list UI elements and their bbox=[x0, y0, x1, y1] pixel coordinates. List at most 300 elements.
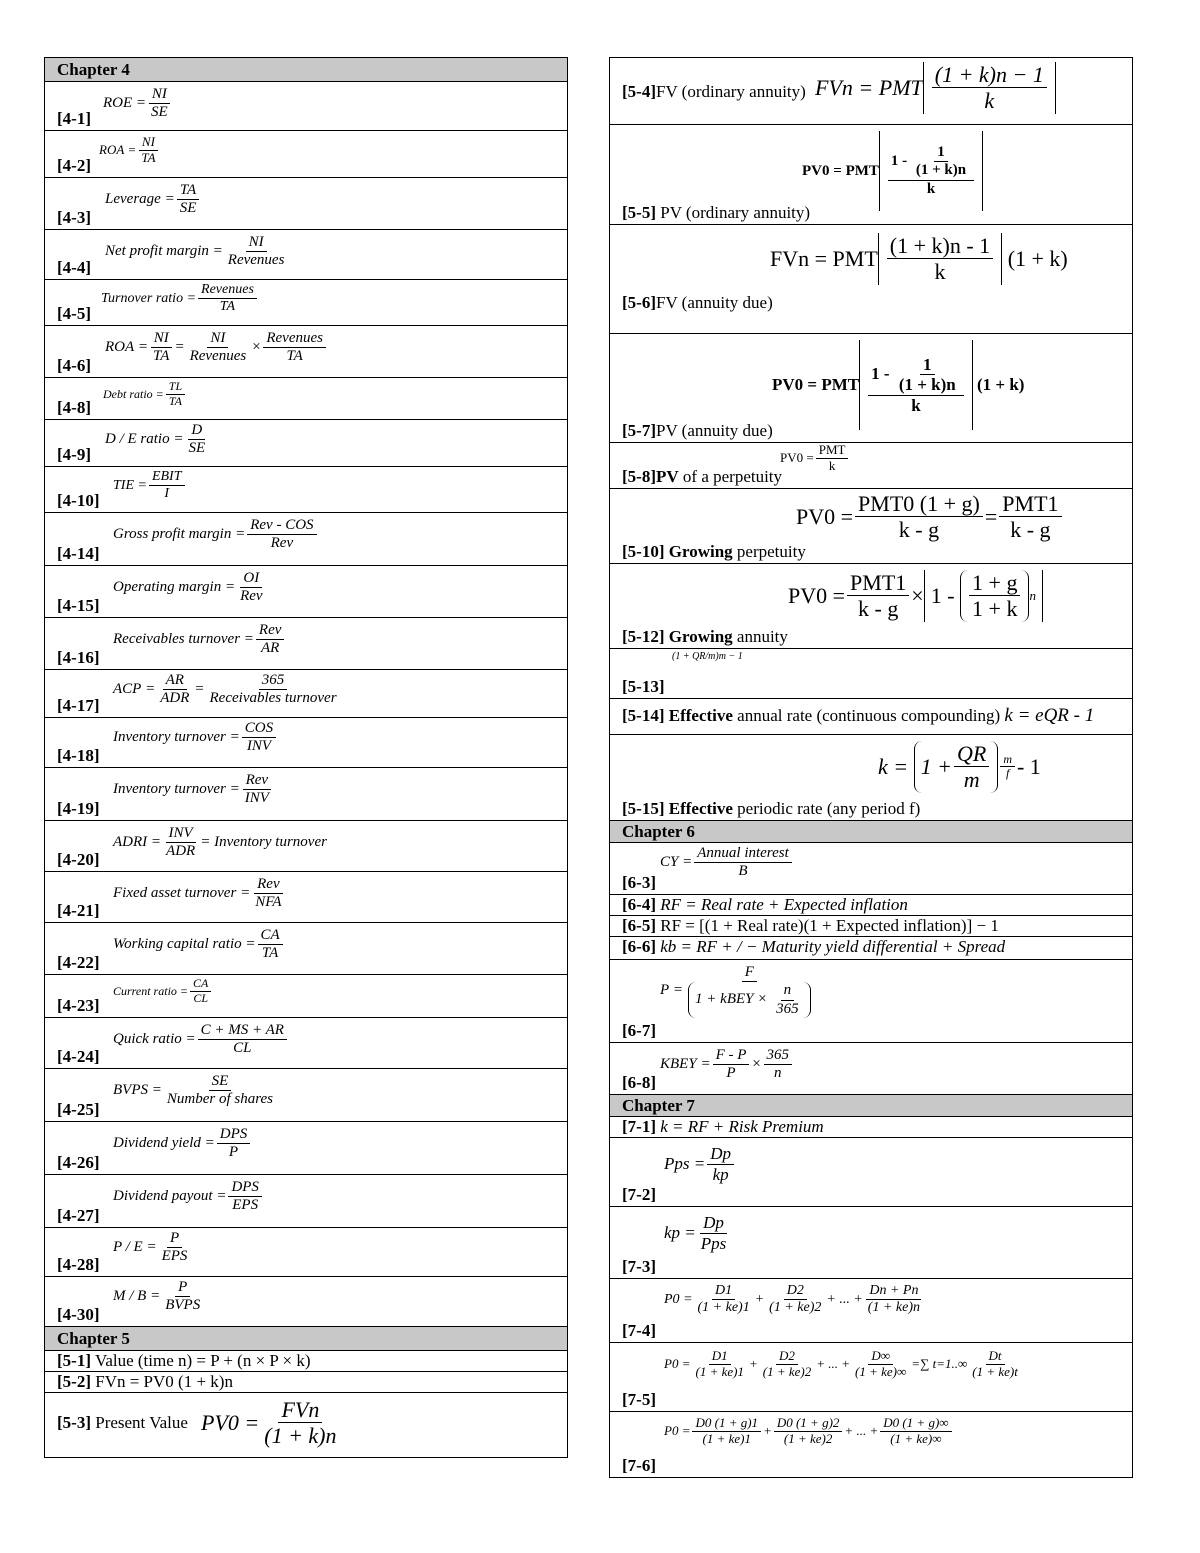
formula-tag: [4-18] bbox=[57, 746, 100, 765]
formula-lhs: Receivables turnover bbox=[113, 631, 241, 648]
formula-lhs: Operating margin bbox=[113, 579, 222, 596]
formula-tag: [4-24] bbox=[57, 1047, 100, 1066]
formula-lhs: P bbox=[660, 982, 670, 999]
formula-tail: - 1 bbox=[1016, 753, 1041, 779]
numerator: 365 bbox=[259, 672, 288, 690]
formula-lead: Effective bbox=[668, 706, 733, 725]
formula-lhs: M / B bbox=[113, 1288, 147, 1305]
formula-row bbox=[45, 1228, 567, 1277]
formula-row bbox=[45, 566, 567, 618]
denominator: INV bbox=[244, 790, 269, 807]
formula-row bbox=[45, 768, 567, 821]
formula-row bbox=[45, 230, 567, 280]
formula-tag: [6-7] bbox=[622, 1021, 656, 1040]
formula-tag: [5-2] bbox=[57, 1372, 91, 1391]
formula-lhs: Debt ratio bbox=[103, 386, 153, 401]
denominator: k bbox=[828, 457, 836, 473]
formula-row bbox=[610, 1279, 1132, 1343]
formula-row bbox=[45, 1372, 567, 1393]
formula: ROA = $\frac{NI}{TA}$ bbox=[99, 135, 161, 166]
formula-tag: [4-1] bbox=[57, 109, 91, 128]
formula: FVn = PMT $\frac{(1 + k)n - 1}{k}$ bbox=[815, 62, 1056, 114]
numerator: D1 bbox=[709, 1349, 731, 1365]
denominator: Pps bbox=[700, 1233, 727, 1253]
formula-tag: [4-28] bbox=[57, 1255, 100, 1274]
formula-tag: [7-2] bbox=[622, 1185, 656, 1204]
chapter-7-header bbox=[610, 1095, 1132, 1117]
numerator: C + MS + AR bbox=[198, 1022, 287, 1040]
numerator: Revenues bbox=[263, 330, 326, 348]
formula-factor: (1 + k) bbox=[1007, 245, 1068, 271]
denominator: I bbox=[164, 486, 170, 502]
numerator: 1 bbox=[934, 144, 948, 162]
formula: ROA = $\frac{NI}{TA}$ = $\frac{NI}{\text{Revenues}}$ × $\frac{\text{Revenues}}{TA}$ bbox=[105, 330, 328, 366]
formula-lhs: Current ratio bbox=[113, 983, 177, 998]
denominator: Receivables turnover bbox=[209, 690, 337, 707]
numerator: 1 bbox=[920, 355, 935, 376]
formula-text: RF = Real rate + Expected inflation bbox=[660, 895, 908, 914]
numerator: D0 (1 + g)2 bbox=[774, 1416, 843, 1432]
formula-tag: [4-4] bbox=[57, 258, 91, 277]
formula-tag: [5-8] bbox=[622, 467, 656, 486]
formula-lhs: KBEY bbox=[660, 1056, 697, 1073]
formula-row bbox=[45, 975, 567, 1018]
formula-row bbox=[45, 467, 567, 513]
denominator: Rev bbox=[270, 535, 294, 552]
one-minus: 1 - bbox=[930, 582, 955, 608]
formula-row bbox=[610, 489, 1132, 564]
denominator: SE bbox=[151, 104, 168, 121]
denominator: (1 + ke)2 bbox=[783, 1430, 833, 1446]
numerator: TL bbox=[166, 380, 185, 395]
denominator: 365 bbox=[776, 1000, 799, 1017]
numerator: F - P bbox=[713, 1047, 750, 1065]
formula: Pps = $\frac{Dp}{kp}$ bbox=[664, 1144, 736, 1184]
numerator: Dt bbox=[986, 1349, 1005, 1365]
formula-row bbox=[45, 131, 567, 178]
formula-row bbox=[45, 378, 567, 420]
formula-tag: [4-2] bbox=[57, 156, 91, 175]
formula: Dividend payout = $\frac{\text{DPS}}{\text{EPS}}$ bbox=[113, 1179, 264, 1215]
denominator: k - g bbox=[858, 596, 899, 622]
numerator: PMT1 bbox=[847, 570, 909, 596]
formula-tag: [5-12] bbox=[622, 627, 665, 646]
formula-rhs: = Inventory turnover bbox=[200, 834, 327, 851]
formula: BVPS = $\frac{SE}{\text{Number of shares}}$ bbox=[113, 1073, 278, 1109]
formula-tag: [7-1] bbox=[622, 1117, 656, 1136]
denominator: EPS bbox=[232, 1197, 259, 1214]
formula: KBEY = $\frac{F - P}{P}$ × $\frac{365}{n}$ bbox=[660, 1047, 794, 1083]
formula-label: of a perpetuity bbox=[682, 467, 783, 486]
formula-lhs: PV0 bbox=[772, 375, 804, 394]
formula-lhs: PV0 bbox=[201, 1409, 239, 1435]
formula-tag: [4-22] bbox=[57, 953, 100, 972]
numerator: D0 (1 + g)1 bbox=[692, 1416, 761, 1432]
formula-tag-row bbox=[622, 293, 773, 313]
denominator: ADR bbox=[160, 690, 190, 707]
formula: Gross profit margin = $\frac{\text{Rev - COS}}{\text{Rev}}$ bbox=[113, 517, 319, 553]
formula: kp = $\frac{Dp}{\text{Pps}}$ bbox=[664, 1213, 731, 1253]
formula-tag: [5-3] bbox=[57, 1413, 91, 1432]
ellipsis: + ... + bbox=[816, 1356, 851, 1372]
denominator: (1 + ke)1 bbox=[695, 1363, 744, 1379]
formula-lhs: ACP bbox=[113, 681, 142, 698]
formula-text: k = eQR - 1 bbox=[1004, 705, 1095, 726]
chapter-4-header bbox=[45, 58, 567, 82]
numerator: DPS bbox=[217, 1126, 251, 1144]
formula: Receivables turnover = $\frac{\text{Rev}}{AR}$ bbox=[113, 622, 286, 658]
formula-lhs: FVn bbox=[770, 245, 810, 271]
formula-tag: [4-25] bbox=[57, 1100, 100, 1119]
formula-row bbox=[45, 1018, 567, 1069]
denominator: TA bbox=[153, 348, 170, 365]
denominator: (1 + ke)n bbox=[867, 1300, 920, 1316]
formula-lhs: k bbox=[878, 753, 888, 779]
formula-label: perpetuity bbox=[736, 542, 806, 561]
numerator: D1 bbox=[712, 1283, 735, 1300]
one-minus: 1 - bbox=[890, 153, 908, 170]
formula-tag: [4-10] bbox=[57, 491, 100, 510]
formula-row bbox=[610, 937, 1132, 960]
formula-tag-row bbox=[622, 627, 788, 647]
formula-text: FVn = PV0 (1 + k)n bbox=[95, 1372, 233, 1391]
formula-label: periodic rate (any period f) bbox=[737, 799, 921, 818]
denominator: (1 + ke)1 bbox=[702, 1430, 752, 1446]
one-minus: 1 - bbox=[871, 363, 890, 383]
formula-lhs: BVPS bbox=[113, 1082, 148, 1099]
numerator: 1 + g bbox=[969, 570, 1020, 596]
inline-formula bbox=[622, 916, 999, 936]
numerator: D∞ bbox=[868, 1349, 893, 1365]
formula: P0 = $\frac{D1}{(1 + ke)1}$ + $\frac{D2}{(1 + ke)2}$ + ... + $\frac{D\infty}{(1 + ke)\infty}$ = ∑ t=1..∞ $\frac{Dt}{(1 + ke)t}$ bbox=[664, 1349, 1023, 1380]
denominator: (1 + ke)2 bbox=[762, 1363, 812, 1379]
formula-tag: [4-14] bbox=[57, 544, 100, 563]
numerator: QR bbox=[954, 741, 989, 767]
denominator: TA bbox=[219, 299, 236, 315]
inline-formula bbox=[622, 1117, 824, 1137]
denominator: BVPS bbox=[165, 1297, 201, 1314]
formula-row bbox=[45, 420, 567, 467]
numerator: Dn + Pn bbox=[866, 1283, 921, 1300]
numerator: Rev bbox=[256, 622, 284, 640]
denominator: kp bbox=[712, 1164, 729, 1184]
numerator: (1 + k)n − 1 bbox=[932, 62, 1047, 88]
formula-row bbox=[45, 82, 567, 131]
formula-row bbox=[610, 960, 1132, 1043]
numerator: NI bbox=[149, 86, 170, 104]
formula-tag: [4-26] bbox=[57, 1153, 100, 1172]
denominator: CL bbox=[193, 990, 209, 1005]
numerator: OI bbox=[240, 570, 262, 588]
formula-label: annual rate (continuous compounding) bbox=[737, 706, 1001, 725]
formula-tag: [4-9] bbox=[57, 445, 91, 464]
formula-row bbox=[45, 1393, 567, 1457]
formula-tag: [5-4] bbox=[622, 82, 656, 101]
formula-lhs: Inventory turnover bbox=[113, 781, 226, 798]
formula-tag: [6-6] bbox=[622, 937, 656, 956]
formula-tag-row bbox=[622, 421, 773, 441]
denominator: TA bbox=[261, 945, 279, 962]
formula: D / E ratio = $\frac{D}{SE}$ bbox=[105, 422, 210, 458]
denominator: (1 + ke)∞ bbox=[855, 1363, 907, 1379]
numerator: CA bbox=[258, 927, 283, 945]
denominator: Revenues bbox=[189, 348, 247, 365]
formula-lhs: ADRI bbox=[113, 834, 148, 851]
numerator: F bbox=[742, 964, 757, 982]
formula-lhs: Dividend payout bbox=[113, 1188, 213, 1205]
numerator: PMT bbox=[816, 443, 849, 459]
numerator: Annual interest bbox=[694, 845, 792, 863]
formula-lhs: PV0 bbox=[796, 503, 836, 529]
denominator: SE bbox=[179, 200, 197, 217]
formula-tag: [6-8] bbox=[622, 1073, 656, 1092]
denominator: (1 + k)n bbox=[915, 162, 967, 179]
formula: PV0 = $\frac{\text{PMT1}}{k - g}$ × 1 - $\frac{1 + g}{1 + k}$ n bbox=[788, 570, 1043, 622]
formula: Inventory turnover = $\frac{\text{Rev}}{\text{INV}}$ bbox=[113, 772, 274, 808]
denominator: (1 + ke)1 bbox=[697, 1300, 750, 1316]
formula: k = 1 + $\frac{QR}{m}$ $\frac{m}{f}$ - 1 bbox=[878, 741, 1041, 793]
numerator: Dp bbox=[707, 1144, 734, 1165]
numerator: 365 bbox=[764, 1047, 793, 1065]
formula-lhs: Turnover ratio bbox=[101, 290, 184, 306]
formula bbox=[672, 651, 743, 662]
formula-label: PV (ordinary annuity) bbox=[660, 203, 811, 222]
formula-row bbox=[610, 443, 1132, 489]
formula: Net profit margin = $\frac{NI}{\text{Revenues}}$ bbox=[105, 234, 289, 270]
formula: FVn = PMT $\frac{(1 + k)n - 1}{k}$ (1 + k) bbox=[770, 233, 1068, 285]
denominator: P bbox=[726, 1065, 736, 1082]
formula-lhs: P0 bbox=[664, 1356, 679, 1372]
denominator: SE bbox=[188, 440, 206, 457]
denominator: INV bbox=[246, 738, 272, 755]
exponent-denominator: f bbox=[1005, 766, 1010, 781]
inline-label bbox=[622, 82, 806, 102]
formula: P0 = $\frac{D0 (1 + g)1}{(1 + ke)1}$ + $\frac{D0 (1 + g)2}{(1 + ke)2}$ + ... + $\frac{D0 (1 + g)\infty}{(1 + ke)\infty}$ bbox=[664, 1416, 954, 1447]
formula: Leverage = $\frac{TA}{SE}$ bbox=[105, 182, 201, 218]
numerator: PMT0 (1 + g) bbox=[855, 491, 983, 517]
formula-lhs: Dividend yield bbox=[113, 1135, 201, 1152]
chapter-title: Chapter 6 bbox=[622, 822, 695, 841]
formula-label: annuity bbox=[736, 627, 788, 646]
formula-row bbox=[45, 872, 567, 923]
formula-lhs: TIE bbox=[113, 477, 134, 493]
numerator: Rev bbox=[254, 876, 282, 894]
chapter-5-6-7-column bbox=[609, 57, 1133, 1478]
formula-lhs: ROE bbox=[103, 95, 133, 112]
formula-tag: [6-3] bbox=[622, 873, 656, 892]
numerator: TA bbox=[177, 182, 199, 200]
formula-row bbox=[610, 735, 1132, 821]
numerator: COS bbox=[242, 720, 276, 738]
formula-tag: [5-14] bbox=[622, 706, 665, 725]
formula-lhs: Fixed asset turnover bbox=[113, 885, 237, 902]
inline-formula bbox=[622, 895, 908, 915]
formula-factor: PMT bbox=[878, 74, 923, 100]
formula-tag: [5-5] bbox=[622, 203, 656, 222]
chapter-6-header bbox=[610, 821, 1132, 843]
formula-lhs: P / E bbox=[113, 1239, 143, 1256]
formula: Inventory turnover = $\frac{\text{COS}}{\text{INV}}$ bbox=[113, 720, 278, 756]
formula-lhs: PV0 bbox=[802, 162, 830, 179]
times-sign: × bbox=[251, 339, 262, 356]
formula-row bbox=[45, 513, 567, 566]
formula-row bbox=[610, 125, 1132, 225]
denominator: (1 + ke)2 bbox=[769, 1300, 822, 1316]
denominator: EPS bbox=[161, 1248, 188, 1265]
denominator: k - g bbox=[1010, 517, 1051, 543]
formula: ADRI = $\frac{\text{INV}}{\text{ADR}}$ = Inventory turnover bbox=[113, 825, 327, 860]
formula-row bbox=[610, 225, 1132, 334]
denominator: ADR bbox=[166, 843, 196, 860]
formula-tag: [7-6] bbox=[622, 1456, 656, 1475]
formula-row bbox=[610, 58, 1132, 125]
formula-lhs: PV0 bbox=[780, 450, 804, 466]
formula-row bbox=[610, 564, 1132, 649]
denominator: AR bbox=[260, 640, 280, 657]
numerator: Revenues bbox=[198, 282, 257, 299]
denominator: TA bbox=[141, 149, 156, 165]
formula: PV0 = PMT 1 - $\frac{1}{(1 + k)n}$ k (1 + k) bbox=[772, 340, 1024, 430]
formula-tag: [5-13] bbox=[622, 677, 665, 696]
formula: Working capital ratio = $\frac{CA}{TA}$ bbox=[113, 927, 285, 963]
numerator: Dp bbox=[700, 1213, 727, 1234]
denominator: TA bbox=[286, 348, 303, 365]
formula-tag: [6-4] bbox=[622, 895, 656, 914]
formula: PV0 = PMT 1 - $\frac{1}{(1 + k)n}$ k bbox=[802, 131, 983, 211]
chapter-4-5-column bbox=[44, 57, 568, 1458]
denominator: CL bbox=[233, 1040, 252, 1057]
chapter-5-header bbox=[45, 1327, 567, 1351]
chapter-title: Chapter 5 bbox=[57, 1329, 130, 1348]
formula-factor: (1 + k) bbox=[976, 375, 1025, 394]
formula-tag: [4-17] bbox=[57, 696, 100, 715]
formula-label: FV (annuity due) bbox=[655, 293, 773, 312]
formula-lead: Growing bbox=[668, 542, 733, 561]
formula-row bbox=[610, 916, 1132, 937]
formula-tag: [5-15] bbox=[622, 799, 665, 818]
formula-lhs: Leverage bbox=[105, 191, 161, 208]
denominator: m bbox=[963, 767, 980, 793]
formula-tag: [4-3] bbox=[57, 208, 91, 227]
numerator: NI bbox=[246, 234, 267, 252]
numerator: INV bbox=[166, 825, 196, 843]
formula-tag: [4-19] bbox=[57, 799, 100, 818]
formula-lhs: Inventory turnover bbox=[113, 729, 226, 746]
formula: Current ratio = $\frac{CA}{CL}$ bbox=[113, 977, 213, 1006]
numerator: AR bbox=[163, 672, 187, 690]
numerator: D2 bbox=[776, 1349, 798, 1365]
numerator: NI bbox=[207, 330, 228, 348]
formula-tag: [4-5] bbox=[57, 304, 91, 323]
chapter-title: Chapter 4 bbox=[57, 60, 130, 79]
formula: M / B = $\frac{P}{\text{BVPS}}$ bbox=[113, 1279, 205, 1315]
formula-lead: Effective bbox=[668, 799, 733, 818]
formula: TIE = $\frac{\text{EBIT}}{I}$ bbox=[113, 469, 187, 502]
formula-tag: [4-27] bbox=[57, 1206, 100, 1225]
formula-tag: [4-15] bbox=[57, 596, 100, 615]
formula-lhs: Gross profit margin bbox=[113, 526, 232, 543]
formula-lhs: PV0 bbox=[788, 582, 828, 608]
formula-factor: PMT bbox=[821, 375, 860, 394]
formula-row bbox=[45, 1351, 567, 1372]
formula-text: kb = RF + / − Maturity yield differential + Spread bbox=[660, 937, 1006, 956]
numerator: FVn bbox=[278, 1397, 322, 1423]
formula-lhs: Net profit margin bbox=[105, 243, 209, 260]
denominator: k - g bbox=[898, 517, 940, 543]
formula-row bbox=[610, 1343, 1132, 1412]
numerator: PMT1 bbox=[999, 491, 1061, 517]
numerator: n bbox=[781, 982, 795, 1000]
ellipsis: + ... + bbox=[844, 1423, 879, 1439]
formula-row bbox=[45, 923, 567, 975]
denominator: P bbox=[228, 1144, 239, 1161]
denominator: (1 + k)n bbox=[898, 375, 956, 395]
numerator: (1 + k)n - 1 bbox=[887, 233, 993, 259]
formula: PV0 = $\frac{\text{PMT}}{k}$ bbox=[780, 443, 850, 474]
formula-lhs: ROA bbox=[99, 142, 125, 158]
denominator: k bbox=[934, 259, 946, 285]
formula-factor: PMT bbox=[845, 162, 879, 179]
formula-row bbox=[45, 1122, 567, 1175]
formula-text: k = RF + Risk Premium bbox=[660, 1117, 824, 1136]
denominator: n bbox=[774, 1065, 782, 1082]
formula-row bbox=[610, 699, 1132, 735]
formula-row bbox=[610, 895, 1132, 916]
formula-lead: PV bbox=[655, 467, 679, 486]
formula-tag: [7-5] bbox=[622, 1390, 656, 1409]
formula-row bbox=[610, 1138, 1132, 1207]
formula-row bbox=[45, 1277, 567, 1327]
formula-lhs: D / E ratio bbox=[105, 431, 170, 448]
denominator: (1 + ke)∞ bbox=[890, 1430, 942, 1446]
inline-formula bbox=[622, 705, 1094, 727]
formula-tag: [4-8] bbox=[57, 398, 91, 417]
formula: Fixed asset turnover = $\frac{\text{Rev}}{\text{NFA}}$ bbox=[113, 876, 287, 912]
formula-tag: [4-16] bbox=[57, 648, 100, 667]
denominator: NFA bbox=[255, 894, 282, 911]
formula: P = F 1 + kBEY × $\frac{n}{365}$ bbox=[660, 964, 816, 1018]
formula-lhs: Pps bbox=[664, 1154, 690, 1174]
inline-formula bbox=[57, 1351, 311, 1371]
formula-tag: [5-7] bbox=[622, 421, 656, 440]
formula: CY = $\frac{\text{Annual interest}}{B}$ bbox=[660, 845, 794, 881]
formula: ROE = $\frac{NI}{SE}$ bbox=[103, 86, 173, 122]
formula-lhs: P0 bbox=[664, 1291, 680, 1307]
formula-tag: [5-6] bbox=[622, 293, 656, 312]
numerator: D0 (1 + g)∞ bbox=[880, 1416, 951, 1432]
formula: Turnover ratio = $\frac{\text{Revenues}}{TA}$ bbox=[101, 282, 259, 315]
formula: Debt ratio = $\frac{TL}{TA}$ bbox=[103, 380, 187, 409]
numerator: NI bbox=[139, 135, 158, 151]
formula-tag: [5-1] bbox=[57, 1351, 91, 1370]
formula-tag: [5-10] bbox=[622, 542, 665, 561]
numerator: P bbox=[175, 1279, 190, 1297]
numerator: D2 bbox=[784, 1283, 807, 1300]
formula-tag: [4-23] bbox=[57, 996, 100, 1015]
formula-tag-row bbox=[622, 542, 806, 562]
formula-tag: [4-6] bbox=[57, 356, 91, 375]
numerator: SE bbox=[209, 1073, 232, 1091]
denominator: 1 + k bbox=[972, 596, 1018, 622]
denominator: Revenues bbox=[227, 252, 285, 269]
summation: ∑ t=1..∞ bbox=[920, 1356, 968, 1372]
formula-tag-row bbox=[622, 203, 810, 223]
formula-row bbox=[610, 1117, 1132, 1138]
formula-lhs: P0 bbox=[664, 1423, 679, 1439]
inline-formula bbox=[622, 937, 1005, 957]
formula-row bbox=[45, 280, 567, 326]
numerator: CA bbox=[190, 977, 211, 992]
